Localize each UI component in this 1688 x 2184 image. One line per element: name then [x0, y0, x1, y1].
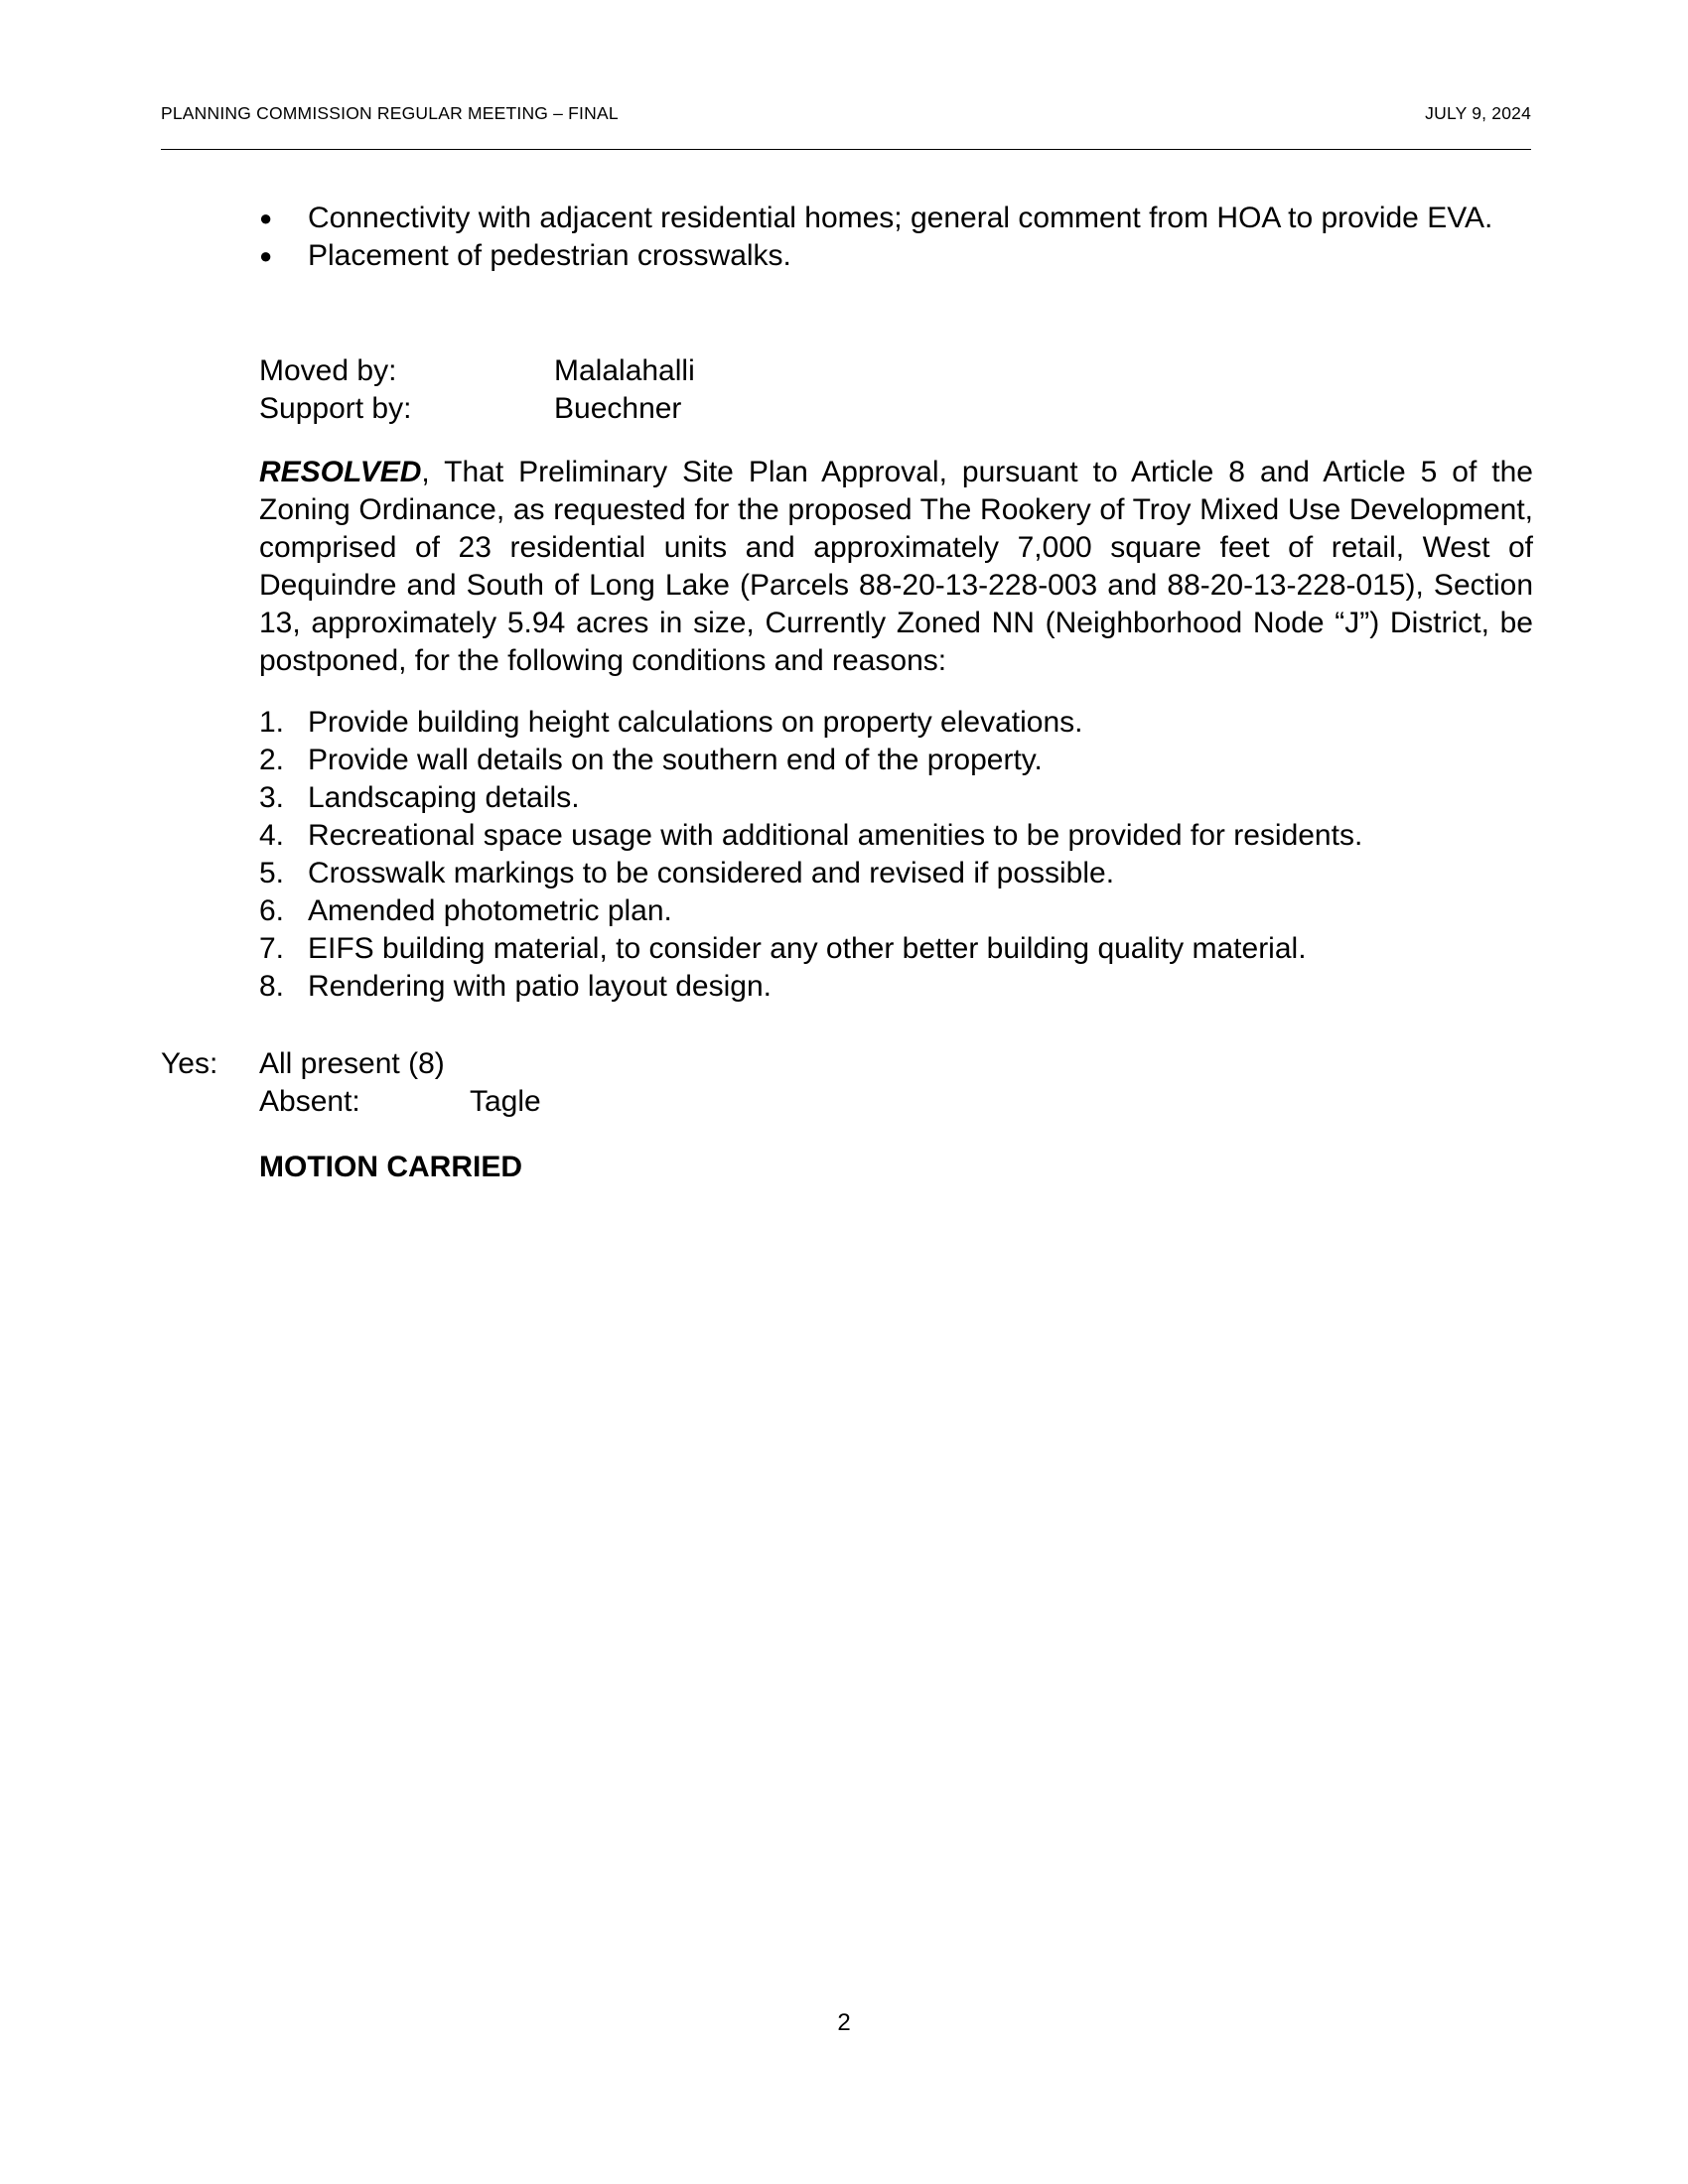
- yes-label: Yes:: [161, 1047, 218, 1080]
- list-item: [259, 817, 1533, 855]
- condition-number: 1.: [259, 706, 285, 739]
- condition-number: 8.: [259, 970, 285, 1003]
- header-divider: [161, 149, 1531, 150]
- condition-number: 4.: [259, 819, 285, 852]
- list-item: [259, 855, 1533, 892]
- condition-number: 2.: [259, 744, 285, 776]
- header-title: PLANNING COMMISSION REGULAR MEETING – FINAL: [161, 103, 619, 123]
- condition-number: 6.: [259, 894, 285, 927]
- motion-result: MOTION CARRIED: [259, 1151, 522, 1183]
- absent-label: Absent:: [259, 1085, 360, 1118]
- conditions-list: [259, 704, 1533, 1006]
- bullet-icon: ●: [259, 205, 273, 230]
- support-by-value: Buechner: [554, 392, 682, 425]
- moved-by-value: Malalahalli: [554, 354, 695, 387]
- resolution-lead: RESOLVED: [259, 456, 422, 488]
- list-item: [259, 742, 1533, 779]
- condition-number: 3.: [259, 781, 285, 814]
- bullet-text: Placement of pedestrian crosswalks.: [308, 239, 791, 272]
- condition-text: Recreational space usage with additional amenities to be provided for residents.: [308, 819, 1363, 852]
- list-item: [259, 237, 1533, 275]
- condition-text: Provide wall details on the southern end of the property.: [308, 744, 1043, 776]
- bullet-list: [259, 200, 1533, 275]
- bullet-icon: ●: [259, 243, 273, 268]
- bullet-text: Connectivity with adjacent residential homes; general comment from HOA to provide EVA.: [308, 202, 1493, 234]
- moved-by-label: Moved by:: [259, 354, 397, 387]
- list-item: [259, 968, 1533, 1006]
- page-number: 2: [837, 2009, 851, 2036]
- condition-number: 5.: [259, 857, 285, 889]
- list-item: [259, 930, 1533, 968]
- condition-text: Landscaping details.: [308, 781, 580, 814]
- list-item: [259, 200, 1533, 237]
- list-item: [259, 779, 1533, 817]
- absent-value: Tagle: [470, 1085, 541, 1118]
- condition-text: Amended photometric plan.: [308, 894, 672, 927]
- yes-value: All present (8): [259, 1047, 445, 1080]
- header-date: JULY 9, 2024: [1425, 103, 1531, 123]
- motion-movers: [259, 352, 1533, 428]
- condition-text: Crosswalk markings to be considered and revised if possible.: [308, 857, 1115, 889]
- support-by-row: [259, 390, 1533, 428]
- moved-by-row: [259, 352, 1533, 390]
- support-by-label: Support by:: [259, 392, 412, 425]
- condition-text: Provide building height calculations on property elevations.: [308, 706, 1083, 739]
- list-item: [259, 704, 1533, 742]
- condition-text: EIFS building material, to consider any other better building quality material.: [308, 932, 1307, 965]
- resolution-text: , That Preliminary Site Plan Approval, pursuant to Article 8 and Article 5 of the Zoning Ordinance, as requested for the proposed The Rookery of Troy Mixed Use Development, comprised of 23 residential units and approximately 7,000 square feet of retail, West of Dequindre and South of Long Lake (Parcels 88-20-13-228-003 and 88-20-13-228-015), Section 13, approximately 5.94 acres in size, Currently Zoned NN (Neighborhood Node “J”) District, be postponed, for the following conditions and reasons:: [259, 456, 1533, 677]
- condition-text: Rendering with patio layout design.: [308, 970, 772, 1003]
- page-header: [161, 103, 1531, 127]
- condition-number: 7.: [259, 932, 285, 965]
- resolution-paragraph: [259, 454, 1533, 680]
- list-item: [259, 892, 1533, 930]
